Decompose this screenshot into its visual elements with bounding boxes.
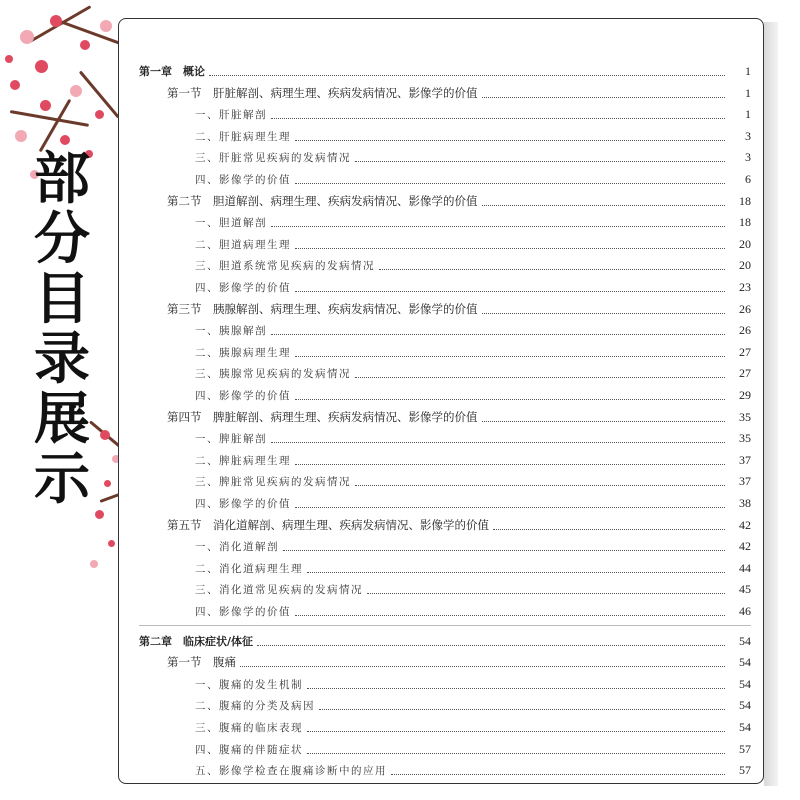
toc-entry-title: 二、胰腺病理生理 bbox=[195, 346, 291, 359]
toc-page-number: 26 bbox=[739, 301, 751, 316]
toc-page-number: 57 bbox=[739, 741, 751, 756]
toc-item-row[interactable] bbox=[139, 383, 751, 403]
toc-entry-title: 三、脾脏常见疾病的发病情况 bbox=[195, 476, 351, 489]
toc-entry-title: 二、腹痛的分类及病因 bbox=[195, 700, 315, 713]
toc-page-number: 44 bbox=[739, 560, 751, 575]
toc-item-row[interactable] bbox=[139, 693, 751, 713]
toc-page-number: 27 bbox=[739, 366, 751, 381]
toc-entry-title: 第一章 概论 bbox=[139, 65, 205, 78]
dot-leader bbox=[295, 463, 725, 465]
toc-item-row[interactable] bbox=[139, 469, 751, 489]
toc-item-row[interactable] bbox=[139, 232, 751, 252]
toc-entry-title: 一、脾脏解剖 bbox=[195, 433, 267, 446]
toc-item-row[interactable] bbox=[139, 102, 751, 122]
toc-entry-title: 四、影像学的价值 bbox=[195, 498, 291, 510]
dot-leader bbox=[482, 204, 726, 206]
blossom-flower bbox=[95, 110, 104, 119]
toc-item-row[interactable] bbox=[139, 340, 751, 360]
dot-leader bbox=[295, 139, 725, 141]
toc-section-row[interactable] bbox=[139, 513, 751, 533]
toc-item-row[interactable] bbox=[139, 318, 751, 338]
toc-entry-title: 二、肝脏病理生理 bbox=[195, 130, 291, 143]
dot-leader bbox=[271, 117, 725, 119]
blossom-flower bbox=[104, 480, 111, 487]
dot-leader bbox=[319, 708, 725, 710]
toc-item-row[interactable] bbox=[139, 124, 751, 144]
toc-item-row[interactable] bbox=[139, 737, 751, 757]
toc-chapter-row[interactable] bbox=[139, 629, 751, 649]
toc-chapter-row[interactable] bbox=[139, 59, 751, 79]
toc-page-number: 20 bbox=[739, 236, 751, 251]
dot-leader bbox=[240, 665, 725, 667]
dot-leader bbox=[482, 312, 726, 314]
toc-page-number: 29 bbox=[739, 388, 751, 402]
blossom-flower bbox=[80, 40, 90, 50]
dot-leader bbox=[307, 730, 725, 732]
blossom-flower bbox=[15, 130, 27, 142]
toc-page-number: 20 bbox=[739, 258, 751, 273]
toc-entry-title: 一、胰腺解剖 bbox=[195, 325, 267, 338]
toc-item-row[interactable] bbox=[139, 210, 751, 230]
toc-item-row[interactable] bbox=[139, 145, 751, 165]
dot-leader bbox=[355, 160, 725, 162]
toc-page-number: 54 bbox=[739, 698, 751, 713]
dot-leader bbox=[209, 74, 725, 76]
blossom-flower bbox=[100, 430, 110, 440]
page-edge-shadow bbox=[764, 22, 778, 786]
dot-leader bbox=[295, 247, 725, 249]
toc-page-number: 54 bbox=[739, 676, 751, 691]
toc-page-number: 54 bbox=[739, 655, 751, 670]
dot-leader bbox=[295, 290, 725, 292]
dot-leader bbox=[295, 614, 725, 616]
toc-entry-title: 三、胆道系统常见疾病的发病情况 bbox=[195, 260, 375, 273]
toc-page-number: 23 bbox=[739, 280, 751, 294]
toc-section-row[interactable] bbox=[139, 650, 751, 670]
toc-entry-title: 四、腹痛的伴随症状 bbox=[195, 743, 303, 756]
toc-section-row[interactable] bbox=[139, 405, 751, 425]
chapter-divider bbox=[139, 625, 751, 626]
blossom-flower bbox=[108, 540, 115, 547]
toc-entry-title: 三、肝脏常见疾病的发病情况 bbox=[195, 152, 351, 165]
toc-page-number: 1 bbox=[745, 107, 751, 122]
toc-entry-title: 第三节 胰腺解剖、病理生理、疾病发病情况、影像学的价值 bbox=[167, 301, 478, 316]
toc-item-row[interactable] bbox=[139, 577, 751, 597]
dot-leader bbox=[307, 687, 725, 689]
side-title-char: 部 bbox=[34, 147, 90, 212]
toc-entry-title: 二、胆道病理生理 bbox=[195, 238, 291, 251]
toc-page-number: 54 bbox=[739, 633, 751, 648]
toc-page-number: 35 bbox=[739, 409, 751, 424]
toc-entry-title: 第一节 腹痛 bbox=[167, 655, 236, 670]
toc-section-row[interactable] bbox=[139, 81, 751, 101]
toc-item-row[interactable] bbox=[139, 534, 751, 554]
toc-entry-title: 四、影像学的价值 bbox=[195, 282, 291, 294]
toc-page-number: 1 bbox=[745, 85, 751, 100]
blossom-flower bbox=[95, 510, 104, 519]
toc-entry-title: 第五节 消化道解剖、病理生理、疾病发病情况、影像学的价值 bbox=[167, 517, 489, 532]
toc-section-row[interactable] bbox=[139, 189, 751, 209]
dot-leader bbox=[295, 398, 725, 400]
toc-page-number: 46 bbox=[739, 604, 751, 618]
toc-entry-title: 三、消化道常见疾病的发病情况 bbox=[195, 584, 363, 597]
dot-leader bbox=[271, 441, 725, 443]
toc-entry-title: 一、肝脏解剖 bbox=[195, 109, 267, 122]
blossom-flower bbox=[100, 20, 112, 32]
toc-page-number: 27 bbox=[739, 344, 751, 359]
toc-entry-title: 五、影像学检查在腹痛诊断中的应用 bbox=[195, 765, 387, 778]
blossom-flower bbox=[60, 135, 70, 145]
toc-entry-title: 一、消化道解剖 bbox=[195, 541, 279, 554]
toc-item-row[interactable] bbox=[139, 758, 751, 778]
blossom-flower bbox=[90, 560, 98, 568]
toc-page-number: 45 bbox=[739, 582, 751, 597]
toc-page-number: 54 bbox=[739, 720, 751, 734]
side-title-char: 示 bbox=[34, 447, 90, 512]
toc-entry-title: 四、影像学的价值 bbox=[195, 174, 291, 186]
side-title-char: 展 bbox=[34, 387, 90, 452]
toc-section-row[interactable] bbox=[139, 297, 751, 317]
toc-page-number: 37 bbox=[739, 474, 751, 489]
toc-page-number: 38 bbox=[739, 496, 751, 510]
toc-page-number: 3 bbox=[745, 128, 751, 143]
dot-leader bbox=[482, 96, 726, 98]
blossom-flower bbox=[70, 85, 82, 97]
blossom-flower bbox=[40, 100, 51, 111]
blossom-flower bbox=[20, 30, 34, 44]
blossom-flower bbox=[10, 80, 20, 90]
dot-leader bbox=[355, 376, 725, 378]
toc-page-number: 57 bbox=[739, 763, 751, 778]
toc-item-row[interactable] bbox=[139, 556, 751, 576]
toc-entry-title: 二、消化道病理生理 bbox=[195, 562, 303, 575]
dot-leader bbox=[379, 268, 725, 270]
toc-page-number: 35 bbox=[739, 431, 751, 446]
toc-entry-title: 四、影像学的价值 bbox=[195, 606, 291, 618]
toc-entry-title: 一、胆道解剖 bbox=[195, 217, 267, 230]
toc-page-number: 3 bbox=[745, 150, 751, 165]
blossom-branch bbox=[10, 110, 89, 127]
dot-leader bbox=[295, 506, 725, 508]
toc-item-row[interactable] bbox=[139, 672, 751, 692]
dot-leader bbox=[307, 752, 725, 754]
toc-page-number: 37 bbox=[739, 452, 751, 467]
dot-leader bbox=[367, 592, 725, 594]
toc-item-row[interactable] bbox=[139, 167, 751, 187]
toc-page-number: 6 bbox=[745, 172, 751, 186]
side-title-char: 目 bbox=[34, 267, 90, 332]
blossom-flower bbox=[5, 55, 13, 63]
dot-leader bbox=[482, 420, 726, 422]
side-title-char: 录 bbox=[34, 327, 90, 392]
toc-page-number: 42 bbox=[739, 517, 751, 532]
toc-entry-title: 第二章 临床症状/体征 bbox=[139, 634, 254, 648]
toc-entry-title: 一、腹痛的发生机制 bbox=[195, 678, 303, 691]
dot-leader bbox=[493, 528, 725, 530]
dot-leader bbox=[307, 571, 725, 573]
toc-page bbox=[118, 18, 764, 784]
toc-entry-title: 第一节 肝脏解剖、病理生理、疾病发病情况、影像学的价值 bbox=[167, 85, 478, 100]
toc-page-number: 42 bbox=[739, 539, 751, 554]
dot-leader bbox=[271, 225, 725, 227]
dot-leader bbox=[283, 549, 725, 551]
toc-page-number: 18 bbox=[739, 215, 751, 230]
blossom-flower bbox=[50, 15, 62, 27]
toc-entry-title: 第四节 脾脏解剖、病理生理、疾病发病情况、影像学的价值 bbox=[167, 409, 478, 424]
toc-item-row[interactable] bbox=[139, 599, 751, 619]
toc-page-number: 26 bbox=[739, 323, 751, 338]
side-title-char: 分 bbox=[34, 207, 90, 272]
toc-item-row[interactable] bbox=[139, 448, 751, 468]
toc-entry-title: 第二节 胆道解剖、病理生理、疾病发病情况、影像学的价值 bbox=[167, 193, 478, 208]
toc-page-number: 1 bbox=[745, 64, 751, 78]
toc-item-row[interactable] bbox=[139, 253, 751, 273]
dot-leader bbox=[295, 182, 725, 184]
dot-leader bbox=[391, 773, 725, 775]
dot-leader bbox=[355, 484, 725, 486]
blossom-flower bbox=[35, 60, 48, 73]
toc-entry-title: 三、胰腺常见疾病的发病情况 bbox=[195, 368, 351, 381]
toc-item-row[interactable] bbox=[139, 491, 751, 511]
toc-entry-title: 四、影像学的价值 bbox=[195, 390, 291, 402]
side-title bbox=[26, 147, 98, 512]
toc-item-row[interactable] bbox=[139, 361, 751, 381]
toc-entry-title: 二、脾脏病理生理 bbox=[195, 454, 291, 467]
toc-item-row[interactable] bbox=[139, 275, 751, 295]
toc-page-number: 18 bbox=[739, 193, 751, 208]
toc-item-row[interactable] bbox=[139, 715, 751, 735]
toc-entry-title: 三、腹痛的临床表现 bbox=[195, 722, 303, 734]
toc-item-row[interactable] bbox=[139, 426, 751, 446]
dot-leader bbox=[295, 355, 725, 357]
dot-leader bbox=[271, 333, 725, 335]
dot-leader bbox=[257, 644, 725, 646]
